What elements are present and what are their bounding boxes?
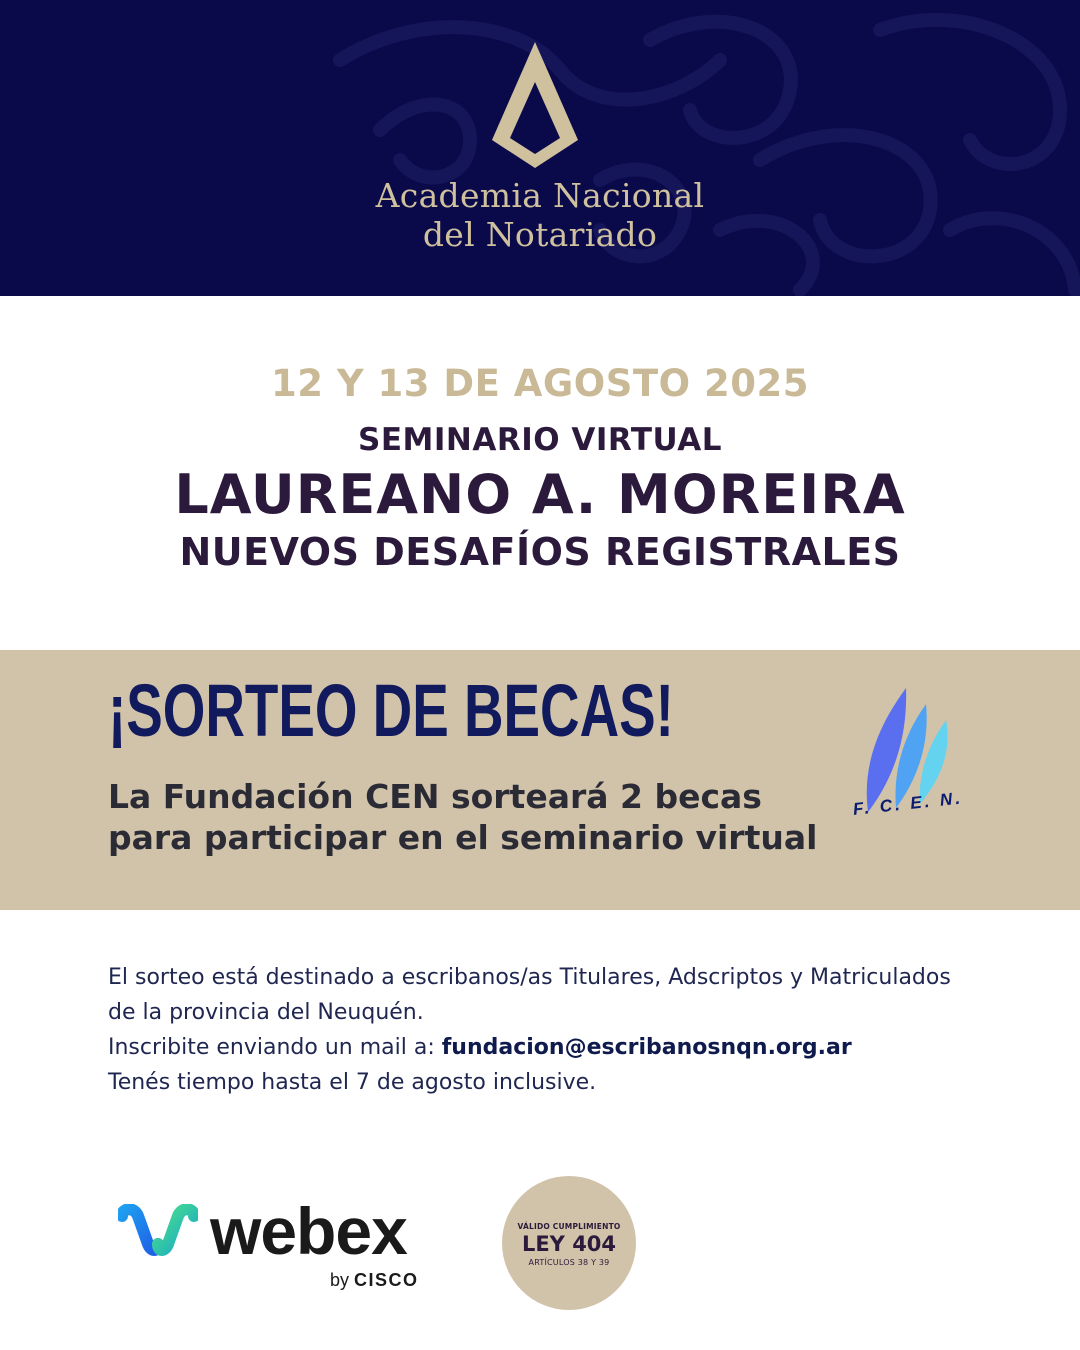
- header-banner: [0, 0, 1080, 296]
- event-type: SEMINARIO VIRTUAL: [358, 422, 722, 458]
- seal-top-text: VÁLIDO CUMPLIMIENTO: [517, 1222, 621, 1231]
- contact-email-link[interactable]: fundacion@escribanosnqn.org.ar: [441, 1035, 852, 1060]
- organization-name-line1: Academia Nacional: [375, 176, 705, 215]
- webex-byline: [330, 1268, 419, 1292]
- notary-pen-nib-icon: [490, 40, 580, 170]
- event-date: 12 Y 13 DE AGOSTO 2025: [271, 362, 809, 405]
- webex-by: by: [330, 1270, 350, 1290]
- info-line-4: Tenés tiempo hasta el 7 de agosto inclusive.: [108, 1070, 597, 1095]
- raffle-description-line1: La Fundación CEN sorteará 2 becas: [108, 777, 762, 816]
- raffle-description-line2: para participar en el seminario virtual: [108, 818, 818, 857]
- info-block: [108, 960, 1038, 1100]
- law-seal: [502, 1176, 636, 1310]
- webex-vendor: CISCO: [354, 1270, 419, 1290]
- info-line-3: [108, 1030, 1038, 1065]
- event-topic: NUEVOS DESAFÍOS REGISTRALES: [179, 530, 901, 574]
- webex-logo-icon: [118, 1204, 198, 1260]
- raffle-title: ¡SORTEO DE BECAS!: [108, 669, 674, 752]
- webex-wordmark: webex: [210, 1194, 407, 1268]
- organization-name: [0, 176, 1080, 254]
- organization-name-line2: del Notariado: [422, 215, 658, 254]
- info-line-1: El sorteo está destinado a escribanos/as Titulares, Adscriptos y Matriculados: [108, 965, 951, 990]
- register-prefix: Inscribite enviando un mail a:: [108, 1035, 442, 1060]
- raffle-description: [108, 776, 828, 858]
- seal-bottom-text: ARTÍCULOS 38 Y 39: [528, 1258, 610, 1267]
- fcen-logo-text: F. C. E. N.: [852, 788, 964, 819]
- event-name: LAUREANO A. MOREIRA: [174, 463, 906, 526]
- seal-law-text: LEY 404: [521, 1232, 617, 1256]
- info-line-2: de la provincia del Neuquén.: [108, 1000, 424, 1025]
